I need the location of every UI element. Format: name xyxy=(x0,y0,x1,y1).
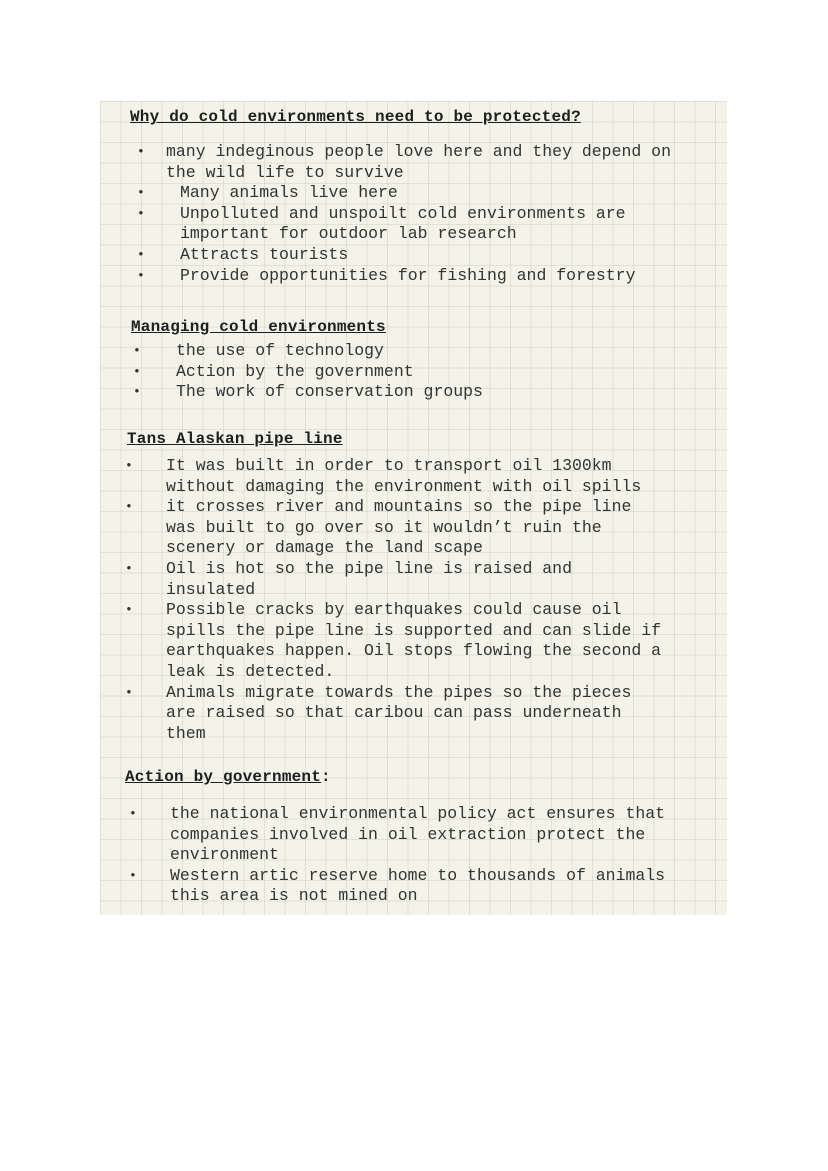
section-heading xyxy=(127,430,343,448)
list-item-line: Action by the government xyxy=(176,361,414,381)
list-item-line: leak is detected. xyxy=(166,662,335,681)
bullet-icon: • xyxy=(125,602,133,618)
bullet-icon: • xyxy=(137,205,145,221)
list-item-line: Oil is hot so the pipe line is raised and xyxy=(166,559,572,578)
section-heading xyxy=(125,768,331,786)
bullet-icon: • xyxy=(137,185,145,201)
list-item-line: this area is not mined on xyxy=(170,886,418,906)
section-heading xyxy=(130,108,581,126)
list-item-line: Animals migrate towards the pipes so the pieces xyxy=(166,682,632,702)
bullet-icon: • xyxy=(137,267,145,283)
list-item-line: the national environmental policy act ensures that xyxy=(170,804,666,823)
list-item-line: companies involved in oil extraction protect the xyxy=(170,824,646,844)
list-item-line: scenery or damage the land scape xyxy=(166,538,483,558)
list-item-line: environment xyxy=(170,845,279,865)
bullet-icon: • xyxy=(133,363,141,379)
section-heading-suffix: : xyxy=(321,768,331,786)
list-item-line: insulated xyxy=(166,579,256,599)
list-item-line: Unpolluted and unspoilt cold environments are xyxy=(180,203,626,223)
list-item-line: Attracts tourists xyxy=(180,245,349,264)
list-item-line: earthquakes happen. Oil stops flowing the second a xyxy=(166,641,662,661)
bullet-icon: • xyxy=(125,684,133,700)
list-item-line: The work of conservation groups xyxy=(176,382,483,402)
list-item-line: it crosses river and mountains so the pipe line xyxy=(166,497,632,517)
bullet-icon: • xyxy=(137,247,145,262)
bullet-icon: • xyxy=(137,144,145,159)
list-item-line: Possible cracks by earthquakes could cause oil xyxy=(166,600,622,620)
section-heading xyxy=(131,318,386,336)
bullet-icon: • xyxy=(125,458,133,473)
bullet-icon: • xyxy=(133,384,141,400)
bullet-icon: • xyxy=(129,867,137,883)
list-item-line: many indeginous people love here and they depend on xyxy=(166,142,671,161)
section-heading-text: Tans Alaskan pipe line xyxy=(127,430,343,448)
section-heading-text: Action by government xyxy=(125,768,322,786)
list-item-line: them xyxy=(166,723,206,743)
bullet-icon: • xyxy=(129,806,137,821)
list-item-line: Many animals live here xyxy=(180,183,398,203)
list-item-line: the use of technology xyxy=(176,341,384,360)
bullet-icon: • xyxy=(125,561,133,576)
list-item-line: spills the pipe line is supported and can slide if xyxy=(166,620,662,640)
list-item-line: are raised so that caribou can pass underneath xyxy=(166,703,622,723)
bullet-icon: • xyxy=(133,343,141,358)
list-item-line: Western artic reserve home to thousands of animals xyxy=(170,865,666,885)
section-heading-text: Managing cold environments xyxy=(131,318,386,336)
section-heading-text: Why do cold environments need to be protected? xyxy=(130,108,581,126)
list-item-line: Provide opportunities for fishing and forestry xyxy=(180,265,636,285)
list-item-line: the wild life to survive xyxy=(166,162,404,182)
list-item-line: was built to go over so it wouldn’t ruin the xyxy=(166,517,602,537)
list-item-line: without damaging the environment with oil spills xyxy=(166,476,642,496)
list-item-line: important for outdoor lab research xyxy=(180,224,517,244)
list-item-line: It was built in order to transport oil 1300km xyxy=(166,456,612,475)
bullet-icon: • xyxy=(125,499,133,515)
